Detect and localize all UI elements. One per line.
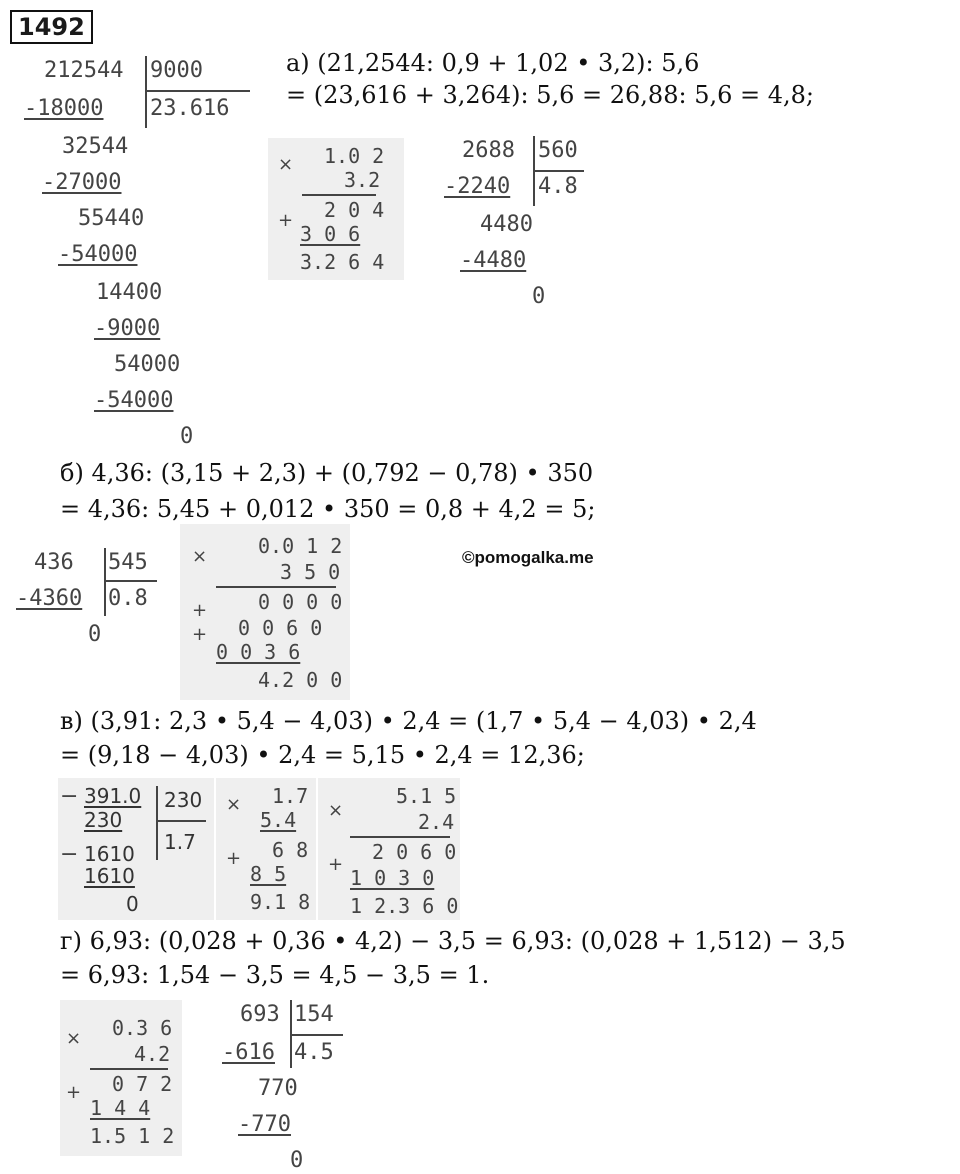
product: 3.2 6 4 (300, 250, 385, 274)
part-a-line2: = (23,616 + 3,264): 5,6 = 26,88: 5,6 = 4,8; (286, 81, 814, 109)
part-b-line1: б) 4,36: (3,15 + 2,3) + (0,792 − 0,78) • 350 (60, 459, 594, 487)
part-v-multiplication-1 (216, 778, 316, 920)
quotient: 23.616 (150, 96, 230, 121)
step: -770 (238, 1112, 291, 1137)
step: -4480 (460, 248, 527, 273)
minus-sign: − (60, 842, 79, 867)
partial-1: 2 0 6 0 (372, 840, 457, 864)
plus-sign: + (192, 600, 208, 621)
step: 4480 (480, 212, 533, 237)
part-v-multiplication-2 (318, 778, 460, 920)
times-sign: × (278, 154, 294, 175)
dividend: 436 (34, 550, 74, 575)
step: 54000 (114, 352, 181, 377)
division-underline (158, 820, 206, 822)
step: 55440 (78, 206, 145, 231)
factor-2: 3.2 (344, 168, 381, 192)
step: 0 (88, 622, 102, 647)
partial-2: 1 4 4 (90, 1096, 151, 1120)
times-sign: × (66, 1028, 82, 1049)
part-v-line1: в) (3,91: 2,3 • 5,4 − 4,03) • 2,4 = (1,7 • 5,4 − 4,03) • 2,4 (60, 707, 757, 735)
dividend: 2688 (462, 138, 515, 163)
quotient: 1.7 (164, 830, 196, 854)
product: 9.1 8 (250, 890, 311, 914)
divisor: 545 (108, 550, 148, 575)
part-v-division (58, 778, 214, 920)
step: -4360 (16, 586, 83, 611)
divisor: 9000 (150, 58, 203, 83)
partial-2: 0 0 6 0 (238, 616, 323, 640)
partial-2: 1 0 3 0 (350, 866, 435, 890)
product-line (216, 586, 336, 588)
factor-1: 1.0 2 (324, 144, 385, 168)
part-g-line1: г) 6,93: (0,028 + 0,36 • 4,2) − 3,5 = 6,93: (0,028 + 1,512) − 3,5 (60, 927, 846, 955)
step: 14400 (96, 280, 163, 305)
partial-1: 6 8 (272, 838, 309, 862)
quotient: 4.5 (294, 1040, 334, 1065)
product: 4.2 0 0 (258, 668, 343, 692)
step: -2240 (444, 174, 511, 199)
product-line (90, 1068, 168, 1070)
part-b-multiplication (180, 524, 350, 700)
factor-1: 0.0 1 2 (258, 534, 343, 558)
step: 0 (532, 284, 546, 309)
factor-1: 0.3 6 (112, 1016, 173, 1040)
part-a-division-1 (0, 0, 260, 460)
division-underline (146, 90, 250, 92)
part-v-line2: = (9,18 − 4,03) • 2,4 = 5,15 • 2,4 = 12,36; (60, 741, 585, 769)
step: -54000 (94, 388, 174, 413)
times-sign: × (192, 546, 208, 567)
divisor: 560 (538, 138, 578, 163)
plus-sign: + (192, 624, 208, 645)
product: 1 2.3 6 0 (350, 894, 459, 918)
step: 0 (180, 424, 194, 449)
times-sign: × (226, 794, 242, 815)
part-b-line2: = 4,36: 5,45 + 0,012 • 350 = 0,8 + 4,2 = 5; (60, 495, 596, 523)
partial-1: 0 0 0 0 (258, 590, 343, 614)
plus-sign: + (278, 210, 294, 231)
plus-sign: + (328, 854, 344, 875)
divisor: 230 (164, 788, 203, 812)
step: 1610 (84, 842, 135, 866)
step: -27000 (42, 170, 122, 195)
divisor: 154 (294, 1002, 334, 1027)
product-line (350, 836, 450, 838)
step: 0 (290, 1148, 304, 1173)
step: -54000 (58, 242, 138, 267)
quotient: 0.8 (108, 586, 148, 611)
step: 230 (84, 808, 123, 832)
factor-1: 1.7 (272, 784, 309, 808)
product: 1.5 1 2 (90, 1124, 175, 1148)
step: 0 (126, 892, 139, 916)
division-bar (104, 548, 106, 616)
step: 32544 (62, 134, 129, 159)
partial-3: 0 0 3 6 (216, 640, 301, 664)
part-a-division-2 (440, 130, 600, 310)
quotient: 4.8 (538, 174, 578, 199)
part-b-division (10, 544, 170, 654)
step: 1610 (84, 864, 135, 888)
part-a-multiplication (268, 138, 404, 280)
step: -18000 (24, 96, 104, 121)
division-underline (534, 170, 584, 172)
part-a-line1: а) (21,2544: 0,9 + 1,02 • 3,2): 5,6 (286, 49, 700, 77)
factor-1: 5.1 5 (396, 784, 457, 808)
partial-2: 8 5 (250, 862, 287, 886)
plus-sign: + (226, 848, 242, 869)
task-number: 1492 (10, 10, 93, 44)
division-bar (156, 786, 158, 860)
division-bar (145, 56, 147, 128)
watermark: ©pomogalka.me (462, 548, 594, 567)
minus-sign: − (60, 784, 79, 809)
partial-2: 3 0 6 (300, 222, 361, 246)
dividend: 391.0 (84, 784, 142, 808)
division-underline (105, 580, 157, 582)
step: -616 (222, 1040, 275, 1065)
step: 770 (258, 1076, 298, 1101)
factor-2: 2.4 (418, 810, 455, 834)
times-sign: × (328, 800, 344, 821)
partial-1: 2 0 4 (324, 198, 385, 222)
part-g-line2: = 6,93: 1,54 − 3,5 = 4,5 − 3,5 = 1. (60, 961, 490, 989)
dividend: 693 (240, 1002, 280, 1027)
part-g-multiplication (60, 1000, 182, 1156)
division-underline (291, 1034, 343, 1036)
dividend: 212544 (44, 58, 124, 83)
part-g-division (220, 1000, 360, 1174)
factor-2: 5.4 (260, 808, 297, 832)
factor-2: 4.2 (134, 1042, 171, 1066)
product-line (302, 194, 376, 196)
factor-2: 3 5 0 (280, 560, 341, 584)
partial-1: 0 7 2 (112, 1072, 173, 1096)
step: -9000 (94, 316, 161, 341)
plus-sign: + (66, 1082, 82, 1103)
